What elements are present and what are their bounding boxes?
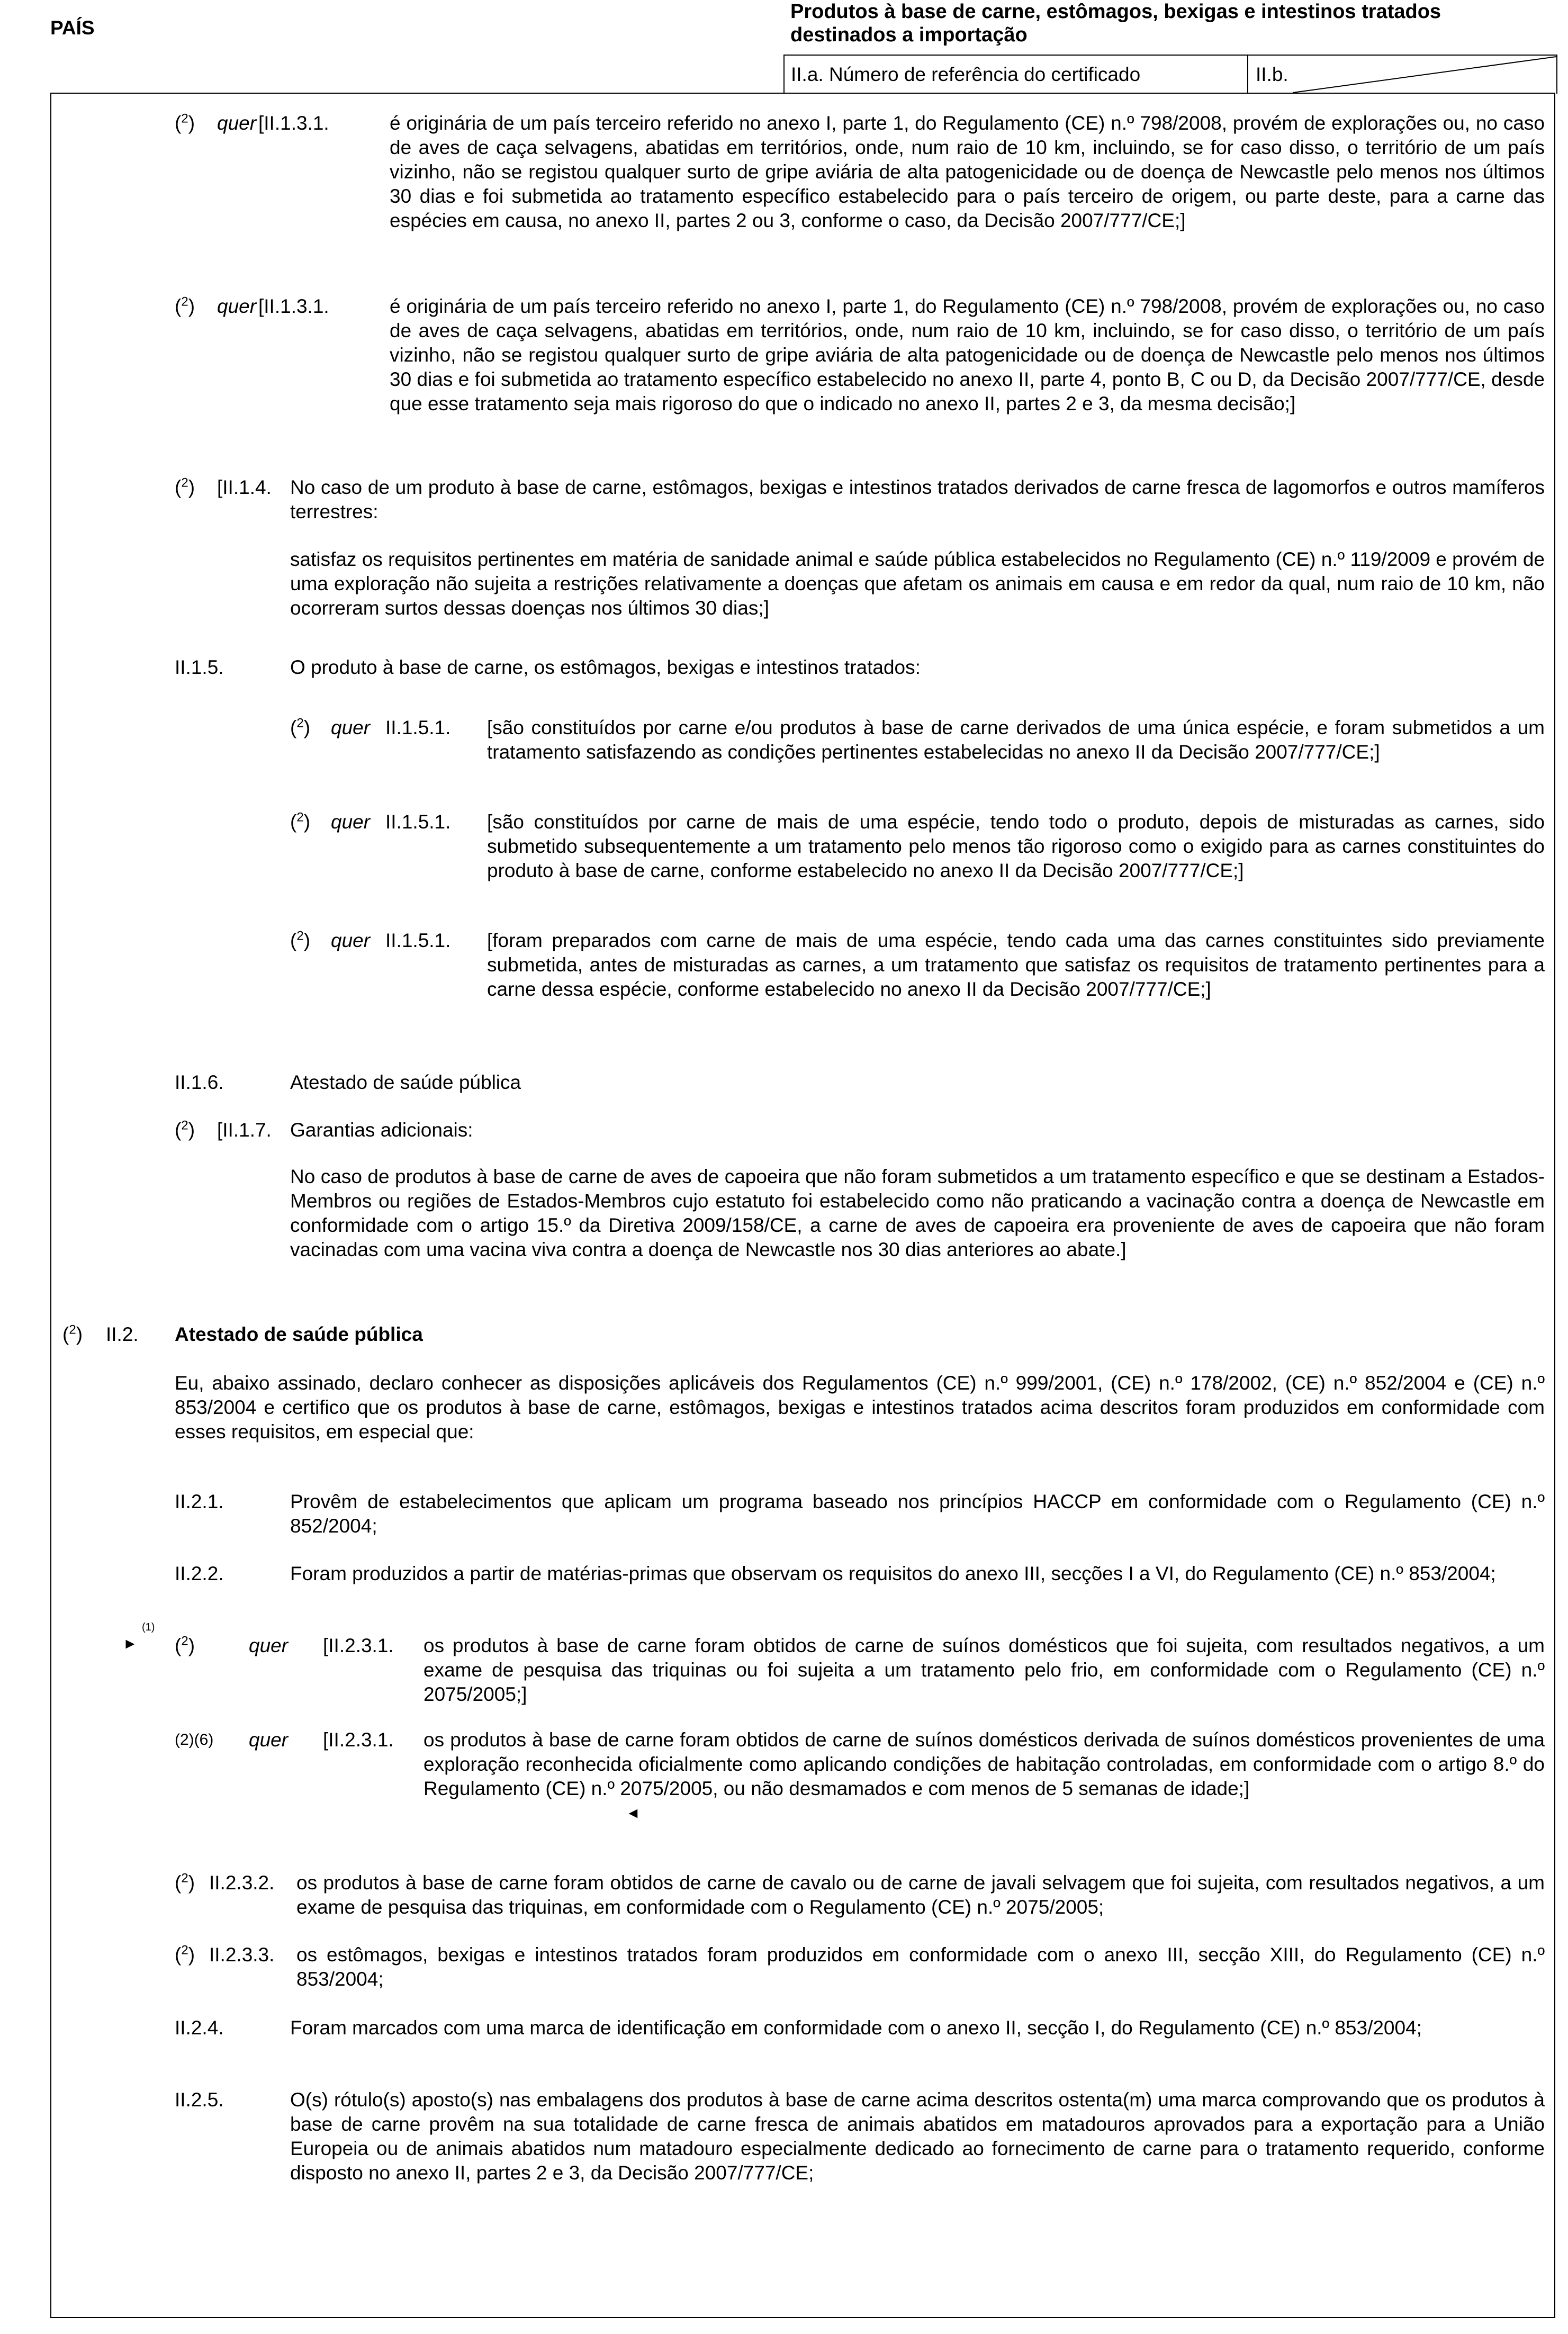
section-text: [são constituídos por carne e/ou produtos à base de carne derivados de uma única espécie, e foram submetidos a um tratamento satisfazendo as condições pertinentes estabelecidas no anexo II da Decisão 2007/777/CE;] xyxy=(487,717,1545,763)
footnote-ref: ($^2$) xyxy=(175,475,195,498)
section-text: Atestado de saúde pública xyxy=(290,1071,521,1093)
section-text: os estômagos, bexigas e intestinos tratados foram produzidos em conformidade com o anexo III, secção XIII, do Regulamento (CE) n.º 853/2004; xyxy=(296,1944,1545,1990)
footnote-ref: ($^2$) xyxy=(175,294,195,317)
diagonal-strike xyxy=(1293,56,1556,94)
section-text: é originária de um país terceiro referido no anexo I, parte 1, do Regulamento (CE) n.º 798/2008, provém de explorações ou, no caso de aves de caça selvagens, abatidas em territórios, onde, num raio de 10 km, incluindo, se for caso disso, o território de um país vizinho, não se registou qualquer surto de gripe aviária de alta patogenicidade ou de doença de Newcastle pelo menos nos últimos 30 dias e foi submetida ao tratamento específico estabelecido para o país terceiro de origem, ou parte deste, para a carne das espécies em causa, no anexo II, partes 2 ou 3, conforme o caso, da Decisão 2007/777/CE;] xyxy=(390,112,1545,231)
section-text: No caso de produtos à base de carne de aves de capoeira que não foram submetidos a um tratamento específico e que se destinam a Estados-Membros ou regiões de Estados-Membros cujo estatuto foi estabelecido como não praticando a vacinação contra a doença de Newcastle em conformidade com o artigo 15.º da Diretiva 2009/158/CE, a carne de aves de capoeira era proveniente de aves de capoeira que não foram vacinadas com uma vacina viva contra a doença de Newcastle nos 30 dias anteriores ao abate.] xyxy=(290,1166,1545,1260)
quer-label: quer xyxy=(331,811,371,833)
section-label: II.1.6. xyxy=(175,1071,224,1093)
section-text: [são constituídos por carne de mais de uma espécie, tendo todo o produto, depois de misturadas as carnes, sido submetido subsequentemente a um tratamento pelo menos tão rigoroso como o exigido para as carnes constituintes do produto à base de carne, conforme estabelecido no anexo II da Decisão 2007/777/CE;] xyxy=(487,811,1545,881)
section-text: os produtos à base de carne foram obtidos de carne de suínos domésticos que foi sujeita, com resultados negativos, a um exame de pesquisa das triquinas ou foi sujeita a um tratamento pelo frio, em conformidade com o Regulamento (CE) n.º 2075/2005;] xyxy=(423,1635,1545,1705)
section-text: os produtos à base de carne foram obtidos de carne de suínos domésticos derivada de suínos domésticos provenientes de uma exploração reconhecida oficialmente como aplicando condições de habitação controladas, em conformidade com o artigo 8.º do Regulamento (CE) n.º 2075/2005, ou não desmamados e com menos de 5 semanas de idade;] xyxy=(423,1729,1545,1799)
section-label: II.2. xyxy=(106,1323,139,1345)
footnote-ref: ($^2$) xyxy=(175,1943,195,1966)
section-label: II.1.5.1. xyxy=(385,811,451,833)
section-label: II.1.5.1. xyxy=(385,930,451,951)
section-label: II.1.5. xyxy=(175,656,224,678)
section-text: O(s) rótulo(s) aposto(s) nas embalagens dos produtos à base de carne acima descritos ostenta(m) uma marca comprovando que os produtos à base de carne provêm na sua totalidade de carne fresca de animais abatidos em matadouros aprovados para a exportação para a União Europeia ou de animais abatidos num matadouro especialmente dedicado ao fornecimento de carne para o tratamento requerido, conforme disposto no anexo II, partes 2 e 3, da Decisão 2007/777/CE; xyxy=(290,2089,1545,2184)
footnote-ref: ($^2$) xyxy=(290,929,311,951)
footnote-ref: ($^2$) xyxy=(175,1634,195,1656)
quer-label: quer xyxy=(249,1729,289,1751)
reference-b-cell: II.b. xyxy=(1256,64,1288,85)
section-label: [II.2.3.1. xyxy=(323,1729,394,1751)
section-label: [II.1.3.1. xyxy=(258,295,329,317)
section-label: II.2.5. xyxy=(175,2089,224,2111)
section-text: [foram preparados com carne de mais de uma espécie, tendo cada uma das carnes constituintes sido previamente submetida, antes de misturadas as carnes, a um tratamento que satisfaz os requisitos de tratamento pertinentes para a carne dessa espécie, conforme estabelecido no anexo II da Decisão 2007/777/CE;] xyxy=(487,930,1545,1000)
footnote-ref: ($^2$) xyxy=(175,1871,195,1894)
section-heading: Atestado de saúde pública xyxy=(175,1323,423,1345)
section-label: [II.1.3.1. xyxy=(258,112,329,134)
quer-label: quer xyxy=(249,1635,289,1656)
footnote-ref: ($^2$) xyxy=(290,716,311,738)
footnote-ref: ($^2$) xyxy=(175,1118,195,1141)
section-label: II.1.5.1. xyxy=(385,717,451,738)
country-label: PAÍS xyxy=(50,17,95,39)
section-label: [II.1.4. xyxy=(217,476,272,498)
section-text: O produto à base de carne, os estômagos, bexigas e intestinos tratados: xyxy=(290,656,921,678)
certificate-title: Produtos à base de carne, estômagos, bexigas e intestinos tratados destinados a importação xyxy=(790,1,1441,46)
footnote-ref: ($^2$) xyxy=(62,1322,83,1345)
amendment-start-marker: ► xyxy=(123,1635,138,1652)
footnote-ref: (2)(6) xyxy=(175,1731,214,1749)
section-text: Foram produzidos a partir de matérias-primas que observam os requisitos do anexo III, secções I a VI, do Regulamento (CE) n.º 853/2004; xyxy=(290,1563,1496,1584)
reference-row xyxy=(783,55,1557,94)
section-label: II.2.3.3. xyxy=(209,1944,275,1966)
section-text: Garantias adicionais: xyxy=(290,1119,473,1141)
amendment-end-marker: ◄ xyxy=(626,1805,641,1821)
quer-label: quer xyxy=(331,930,371,951)
section-text: satisfaz os requisitos pertinentes em matéria de sanidade animal e saúde pública estabelecidos no Regulamento (CE) n.º 119/2009 e provém de uma exploração não sujeita a restrições relativamente a doenças que afetam os animais em causa e em redor da qual, num raio de 10 km, não ocorreram surtos dessas doenças nos últimos 30 dias;] xyxy=(290,548,1545,619)
footnote-ref: ($^2$) xyxy=(290,810,311,833)
quer-label: quer xyxy=(217,295,257,317)
footnote-ref: ($^2$) xyxy=(175,111,195,134)
section-label: II.2.3.2. xyxy=(209,1872,275,1894)
section-text: os produtos à base de carne foram obtidos de carne de cavalo ou de carne de javali selvagem que foi sujeita, com resultados negativos, a um exame de pesquisa das triquinas, em conformidade com o Regulamento (CE) n.º 2075/2005; xyxy=(296,1872,1545,1918)
section-intro: Eu, abaixo assinado, declaro conhecer as disposições aplicáveis dos Regulamentos (CE) n.º 999/2001, (CE) n.º 178/2002, (CE) n.º 852/2004 e (CE) n.º 853/2004 e certifico que os produtos à base de carne, estômagos, bexigas e intestinos tratados acima descritos foram produzidos em conformidade com esses requisitos, em especial que: xyxy=(175,1372,1545,1443)
quer-label: quer xyxy=(331,717,371,738)
footnote-ref: (1) xyxy=(142,1621,155,1633)
reference-number-cell: II.a. Número de referência do certificado xyxy=(785,56,1248,94)
section-label: II.2.4. xyxy=(175,2017,224,2039)
section-text: Foram marcados com uma marca de identificação em conformidade com o anexo II, secção I, do Regulamento (CE) n.º 853/2004; xyxy=(290,2017,1422,2039)
section-text: é originária de um país terceiro referido no anexo I, parte 1, do Regulamento (CE) n.º 798/2008, provém de explorações ou, no caso de aves de caça selvagens, abatidas em territórios, onde, num raio de 10 km, incluindo, se for caso disso, o território de um país vizinho, não se registou qualquer surto de gripe aviária de alta patogenicidade ou de doença de Newcastle pelo menos nos últimos 30 dias e foi submetida ao tratamento específico estabelecido no anexo II, parte 4, ponto B, C ou D, da Decisão 2007/777/CE, desde que esse tratamento seja mais rigoroso do que o indicado no anexo II, partes 2 e 3, da mesma decisão;] xyxy=(390,295,1545,414)
section-label: [II.1.7. xyxy=(217,1119,272,1141)
section-label: [II.2.3.1. xyxy=(323,1635,394,1656)
section-text: No caso de um produto à base de carne, estômagos, bexigas e intestinos tratados derivados de carne fresca de lagomorfos e outros mamíferos terrestres: xyxy=(290,476,1545,522)
section-text: Provêm de estabelecimentos que aplicam um programa baseado nos princípios HACCP em conformidade com o Regulamento (CE) n.º 852/2004; xyxy=(290,1491,1545,1537)
section-label: II.2.1. xyxy=(175,1491,224,1512)
quer-label: quer xyxy=(217,112,257,134)
section-label: II.2.2. xyxy=(175,1563,224,1584)
